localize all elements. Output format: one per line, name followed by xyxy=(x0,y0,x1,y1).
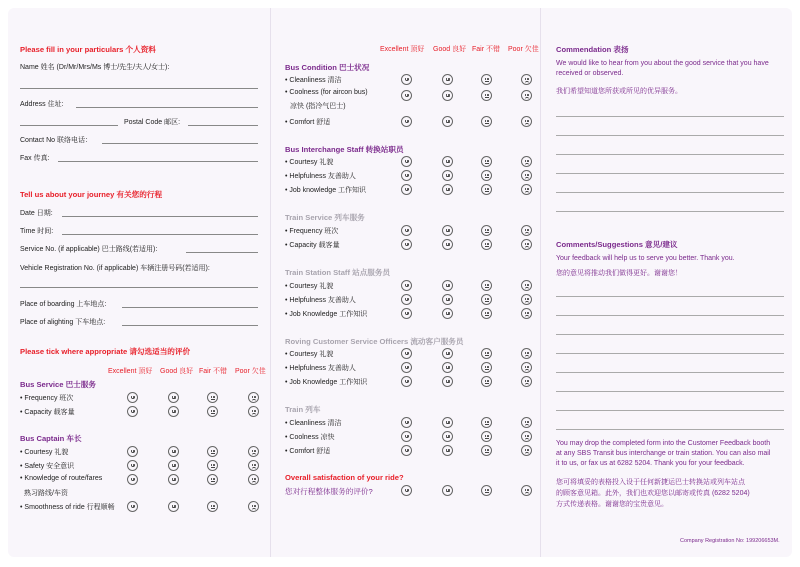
excellent-face-checkbox[interactable] xyxy=(127,392,138,403)
vehicle-reg-label: Vehicle Registration No. (if applicable) 车辆注册号码(若适用): xyxy=(20,265,210,272)
comments-line[interactable] xyxy=(556,391,784,392)
train-heading: Train 列车 xyxy=(285,405,321,414)
poor-face-checkbox[interactable] xyxy=(521,239,532,250)
good-face-checkbox[interactable] xyxy=(168,392,179,403)
fair-face-checkbox[interactable] xyxy=(481,348,492,359)
tick-heading: Please tick where appropriate 请勾选适当的评价 xyxy=(20,347,191,356)
comments-text-cn: 您的意见将推动我们做得更好。谢谢您！ xyxy=(556,270,682,277)
fold-line-right xyxy=(540,8,541,557)
address-field-1[interactable] xyxy=(76,107,258,108)
name-label: Name 姓名 (Dr/Mr/Mrs/Ms 博士/先生/夫人/女士): xyxy=(20,64,170,71)
excellent-face-checkbox[interactable] xyxy=(401,485,412,496)
fair-face-checkbox[interactable] xyxy=(481,376,492,387)
commendation-text-cn: 我们希望知道您所获或所见的优异服务。 xyxy=(556,88,682,95)
good-face-checkbox[interactable] xyxy=(442,170,453,181)
item-label: • Capacity 载客量 xyxy=(20,409,75,416)
fair-face-checkbox[interactable] xyxy=(481,445,492,456)
good-face-checkbox[interactable] xyxy=(442,485,453,496)
good-face-checkbox[interactable] xyxy=(168,474,179,485)
comments-line[interactable] xyxy=(556,334,784,335)
excellent-face-checkbox[interactable] xyxy=(401,116,412,127)
boarding-label: Place of boarding 上车地点: xyxy=(20,301,107,308)
company-registration: Company Registration No: 199206653M. xyxy=(680,538,780,544)
item-label: • Courtesy 礼貌 xyxy=(285,159,334,166)
fold-line-left xyxy=(270,8,271,557)
excellent-face-checkbox[interactable] xyxy=(401,239,412,250)
poor-face-checkbox[interactable] xyxy=(248,474,259,485)
vehicle-reg-field[interactable] xyxy=(20,287,258,288)
fax-field[interactable] xyxy=(58,161,258,162)
fair-face-checkbox[interactable] xyxy=(481,116,492,127)
good-face-checkbox[interactable] xyxy=(442,445,453,456)
service-no-label: Service No. (if applicable) 巴士路线(若适用): xyxy=(20,246,158,253)
service-no-field[interactable] xyxy=(186,252,258,253)
poor-face-checkbox[interactable] xyxy=(521,184,532,195)
boarding-field[interactable] xyxy=(122,307,258,308)
good-face-checkbox[interactable] xyxy=(442,225,453,236)
rating-good-label: Good 良好 xyxy=(160,368,194,375)
comments-line[interactable] xyxy=(556,315,784,316)
excellent-face-checkbox[interactable] xyxy=(127,474,138,485)
excellent-face-checkbox[interactable] xyxy=(401,362,412,373)
bus-service-heading: Bus Service 巴士服务 xyxy=(20,380,96,389)
excellent-face-checkbox[interactable] xyxy=(401,74,412,85)
commendation-line[interactable] xyxy=(556,135,784,136)
excellent-face-checkbox[interactable] xyxy=(401,348,412,359)
poor-face-checkbox[interactable] xyxy=(248,460,259,471)
item-label: • Smoothness of ride 行程顺畅 xyxy=(20,504,115,511)
item-label: • Comfort 舒适 xyxy=(285,119,331,126)
drop-text-1: You may drop the completed form into the Customer Feedback booth xyxy=(556,440,771,447)
station-staff-heading: Train Station Staff 站点服务员 xyxy=(285,268,391,277)
poor-face-checkbox[interactable] xyxy=(521,74,532,85)
particulars-heading: Please fill in your particulars 个人资料 xyxy=(20,45,156,54)
item-label: • Frequency 班次 xyxy=(285,228,339,235)
fair-face-checkbox[interactable] xyxy=(207,446,218,457)
fair-face-checkbox[interactable] xyxy=(481,74,492,85)
overall-heading: Overall satisfaction of your ride? xyxy=(285,473,404,482)
fair-face-checkbox[interactable] xyxy=(481,485,492,496)
item-label: • Coolness 凉快 xyxy=(285,434,335,441)
fair-face-checkbox[interactable] xyxy=(481,431,492,442)
poor-face-checkbox[interactable] xyxy=(521,376,532,387)
fair-face-checkbox[interactable] xyxy=(481,170,492,181)
excellent-face-checkbox[interactable] xyxy=(401,294,412,305)
commendation-line[interactable] xyxy=(556,211,784,212)
poor-face-checkbox[interactable] xyxy=(521,431,532,442)
journey-heading: Tell us about your journey 有关您的行程 xyxy=(20,190,163,199)
date-label: Date 日期: xyxy=(20,210,53,217)
good-face-checkbox[interactable] xyxy=(442,348,453,359)
rating-poor-label: Poor 欠佳 xyxy=(508,46,539,53)
fair-face-checkbox[interactable] xyxy=(481,156,492,167)
rating-fair-label: Fair 不错 xyxy=(199,368,227,375)
poor-face-checkbox[interactable] xyxy=(248,501,259,512)
poor-face-checkbox[interactable] xyxy=(521,348,532,359)
commendation-line[interactable] xyxy=(556,154,784,155)
commendation-text-1: We would like to hear from you about the good service that you have xyxy=(556,60,769,67)
good-face-checkbox[interactable] xyxy=(442,184,453,195)
item-label: • Job Knowledge 工作知识 xyxy=(285,311,368,318)
excellent-face-checkbox[interactable] xyxy=(401,280,412,291)
fair-face-checkbox[interactable] xyxy=(481,417,492,428)
poor-face-checkbox[interactable] xyxy=(521,116,532,127)
poor-face-checkbox[interactable] xyxy=(521,156,532,167)
item-label: • Job knowledge 工作知识 xyxy=(285,187,367,194)
drop-text-2: at any SBS Transit bus interchange or train station. You can also mail xyxy=(556,450,771,457)
drop-text-cn-2: 的顾客意见箱。此外，我们也欢迎您以邮寄或传真 (6282 5204) xyxy=(556,490,750,497)
item-label: • Safety 安全意识 xyxy=(20,463,75,470)
address-label: Address 住址: xyxy=(20,101,64,108)
good-face-checkbox[interactable] xyxy=(442,431,453,442)
train-service-heading: Train Service 列车服务 xyxy=(285,213,365,222)
contact-field[interactable] xyxy=(102,143,258,144)
good-face-checkbox[interactable] xyxy=(442,280,453,291)
poor-face-checkbox[interactable] xyxy=(521,170,532,181)
fax-label: Fax 传真: xyxy=(20,155,50,162)
drop-text-3: it to us, or fax us at 6282 5204. Thank you for your feedback. xyxy=(556,460,745,467)
fair-face-checkbox[interactable] xyxy=(481,184,492,195)
commendation-line[interactable] xyxy=(556,116,784,117)
roving-officers-heading: Roving Customer Service Officers 流动客户服务员 xyxy=(285,337,464,346)
excellent-face-checkbox[interactable] xyxy=(401,156,412,167)
good-face-checkbox[interactable] xyxy=(168,446,179,457)
good-face-checkbox[interactable] xyxy=(442,308,453,319)
commendation-heading: Commendation 表扬 xyxy=(556,45,629,54)
good-face-checkbox[interactable] xyxy=(442,90,453,101)
good-face-checkbox[interactable] xyxy=(442,376,453,387)
item-label: 凉快 (指冷气巴士) xyxy=(290,103,346,110)
item-label: • Courtesy 礼貌 xyxy=(285,283,334,290)
good-face-checkbox[interactable] xyxy=(442,362,453,373)
item-label: • Knowledge of route/fares xyxy=(20,475,103,482)
item-label: • Job Knowledge 工作知识 xyxy=(285,379,368,386)
item-label: • Cleanliness 清洁 xyxy=(285,420,342,427)
alighting-label: Place of alighting 下车地点: xyxy=(20,319,106,326)
poor-face-checkbox[interactable] xyxy=(521,90,532,101)
excellent-face-checkbox[interactable] xyxy=(401,225,412,236)
excellent-face-checkbox[interactable] xyxy=(127,406,138,417)
name-field[interactable] xyxy=(20,88,258,89)
comments-line[interactable] xyxy=(556,353,784,354)
rating-excellent-label: Excellent 顶好 xyxy=(108,368,153,375)
poor-face-checkbox[interactable] xyxy=(248,392,259,403)
good-face-checkbox[interactable] xyxy=(442,294,453,305)
fair-face-checkbox[interactable] xyxy=(207,474,218,485)
address-field-2[interactable] xyxy=(20,125,118,126)
poor-face-checkbox[interactable] xyxy=(521,445,532,456)
commendation-line[interactable] xyxy=(556,192,784,193)
comments-line[interactable] xyxy=(556,372,784,373)
poor-face-checkbox[interactable] xyxy=(521,417,532,428)
comments-line[interactable] xyxy=(556,296,784,297)
commendation-line[interactable] xyxy=(556,173,784,174)
poor-face-checkbox[interactable] xyxy=(521,294,532,305)
excellent-face-checkbox[interactable] xyxy=(401,184,412,195)
poor-face-checkbox[interactable] xyxy=(248,446,259,457)
rating-excellent-label: Excellent 顶好 xyxy=(380,46,425,53)
fair-face-checkbox[interactable] xyxy=(481,294,492,305)
comments-line[interactable] xyxy=(556,410,784,411)
poor-face-checkbox[interactable] xyxy=(248,406,259,417)
item-label: • Cleanliness 清洁 xyxy=(285,77,342,84)
date-field[interactable] xyxy=(62,216,258,217)
good-face-checkbox[interactable] xyxy=(442,116,453,127)
good-face-checkbox[interactable] xyxy=(442,74,453,85)
excellent-face-checkbox[interactable] xyxy=(401,308,412,319)
fair-face-checkbox[interactable] xyxy=(481,239,492,250)
fair-face-checkbox[interactable] xyxy=(207,406,218,417)
excellent-face-checkbox[interactable] xyxy=(401,431,412,442)
postal-code-label: Postal Code 邮区: xyxy=(124,119,181,126)
comments-heading: Comments/Suggestions 意见/建议 xyxy=(556,240,678,249)
item-label: • Comfort 舒适 xyxy=(285,448,331,455)
rating-poor-label: Poor 欠佳 xyxy=(235,368,266,375)
excellent-face-checkbox[interactable] xyxy=(401,170,412,181)
excellent-face-checkbox[interactable] xyxy=(401,417,412,428)
interchange-staff-heading: Bus Interchange Staff 转换站职员 xyxy=(285,145,404,154)
item-label: • Coolness (for aircon bus) xyxy=(285,89,368,96)
poor-face-checkbox[interactable] xyxy=(521,362,532,373)
time-label: Time 时间: xyxy=(20,228,54,235)
poor-face-checkbox[interactable] xyxy=(521,308,532,319)
rating-fair-label: Fair 不错 xyxy=(472,46,500,53)
fair-face-checkbox[interactable] xyxy=(481,308,492,319)
good-face-checkbox[interactable] xyxy=(442,417,453,428)
alighting-field[interactable] xyxy=(122,325,258,326)
good-face-checkbox[interactable] xyxy=(168,406,179,417)
fair-face-checkbox[interactable] xyxy=(481,362,492,373)
postal-code-field[interactable] xyxy=(188,125,258,126)
fair-face-checkbox[interactable] xyxy=(207,392,218,403)
excellent-face-checkbox[interactable] xyxy=(401,376,412,387)
item-label: • Frequency 班次 xyxy=(20,395,74,402)
fair-face-checkbox[interactable] xyxy=(207,460,218,471)
excellent-face-checkbox[interactable] xyxy=(127,446,138,457)
item-label: • Helpfulness 友善助人 xyxy=(285,365,356,372)
excellent-face-checkbox[interactable] xyxy=(401,445,412,456)
fair-face-checkbox[interactable] xyxy=(481,225,492,236)
bus-condition-heading: Bus Condition 巴士状况 xyxy=(285,63,370,72)
item-label: • Courtesy 礼貌 xyxy=(285,351,334,358)
fair-face-checkbox[interactable] xyxy=(481,90,492,101)
commendation-text-2: received or observed. xyxy=(556,70,624,77)
time-field[interactable] xyxy=(62,234,258,235)
comments-text: Your feedback will help us to serve you better. Thank you. xyxy=(556,255,735,262)
good-face-checkbox[interactable] xyxy=(168,501,179,512)
excellent-face-checkbox[interactable] xyxy=(127,460,138,471)
item-label: • Helpfulness 友善助人 xyxy=(285,173,356,180)
good-face-checkbox[interactable] xyxy=(168,460,179,471)
rating-good-label: Good 良好 xyxy=(433,46,467,53)
poor-face-checkbox[interactable] xyxy=(521,280,532,291)
comments-line[interactable] xyxy=(556,429,784,430)
overall-heading-cn: 您对行程整体服务的评价? xyxy=(285,487,373,496)
contact-label: Contact No 联络电话： xyxy=(20,137,92,144)
poor-face-checkbox[interactable] xyxy=(521,225,532,236)
poor-face-checkbox[interactable] xyxy=(521,485,532,496)
drop-text-cn-3: 方式传递表格。谢谢您的宝贵意见。 xyxy=(556,501,668,508)
drop-text-cn-1: 您可将填妥的表格投入设于任何新捷运巴士转换站或列车站点 xyxy=(556,479,745,486)
item-label: • Helpfulness 友善助人 xyxy=(285,297,356,304)
excellent-face-checkbox[interactable] xyxy=(401,90,412,101)
item-label: 熟习路线/车资 xyxy=(24,490,68,497)
fair-face-checkbox[interactable] xyxy=(207,501,218,512)
excellent-face-checkbox[interactable] xyxy=(127,501,138,512)
fair-face-checkbox[interactable] xyxy=(481,280,492,291)
item-label: • Courtesy 礼貌 xyxy=(20,449,69,456)
bus-captain-heading: Bus Captain 车长 xyxy=(20,434,82,443)
good-face-checkbox[interactable] xyxy=(442,239,453,250)
item-label: • Capacity 载客量 xyxy=(285,242,340,249)
good-face-checkbox[interactable] xyxy=(442,156,453,167)
